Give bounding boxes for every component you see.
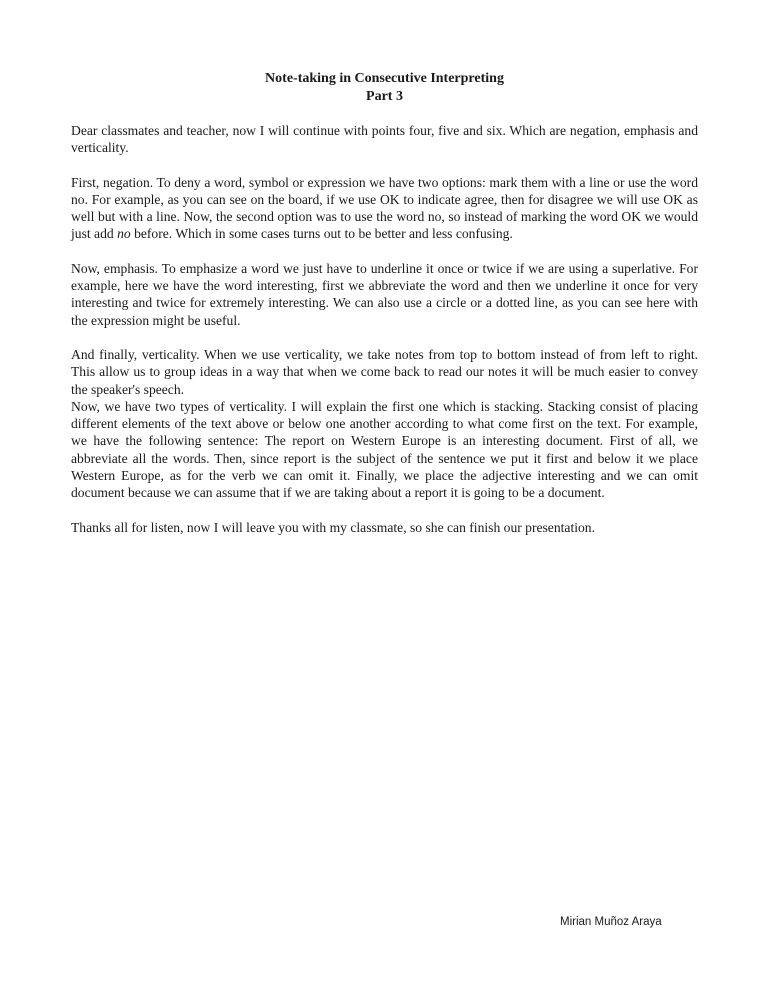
spacer bbox=[71, 329, 698, 346]
paragraph-closing: Thanks all for listen, now I will leave you with my classmate, so she can finish our presentation. bbox=[71, 519, 595, 535]
paragraph-negation-text-1: First, negation. To deny a word, symbol or expression we have two options: mark them with a line or use the word no. For example, as you can see on the board, if we use OK to indicate agree, then for disagree we will use OK as well but with a line. Now, the second option was to use the word no, so instead of marking the word OK we would just add bbox=[71, 174, 698, 242]
spacer bbox=[71, 157, 698, 174]
paragraph-intro: Dear classmates and teacher, now I will continue with points four, five and six. Which are negation, emphasis and verticality. bbox=[71, 123, 698, 156]
spacer bbox=[71, 243, 698, 260]
paragraph-negation-italic: no bbox=[117, 226, 131, 242]
paragraph-verticality: And finally, verticality. When we use verticality, we take notes from top to bottom instead of from left to right. This allow us to group ideas in a way that when we come back to read our notes it will be much easier to convey the speaker's speech. bbox=[71, 346, 698, 397]
spacer bbox=[71, 106, 698, 122]
paragraph-stacking: Now, we have two types of verticality. I will explain the first one which is stacking. Stacking consist of placing different elements of the text above or below one another according to what come first on the text. For example, we have the following sentence: The report on Western Europe is an interesting document. First of all, we abbreviate all the words. Then, since report is the subject of the sentence we put it first and below it we place Western Europe, as for the verb we can omit it. Finally, we place the adjective interesting and we can omit document because we can assume that if we are taking about a report it is going to be a document. bbox=[71, 398, 698, 501]
paragraph-negation bbox=[71, 174, 698, 243]
paragraph-negation-text-2: before. Which in some cases turns out to be better and less confusing. bbox=[130, 226, 513, 242]
paragraph-emphasis: Now, emphasis. To emphasize a word we just have to underline it once or twice if we are using a superlative. For example, here we have the word interesting, first we abbreviate the word and then we underline it once for very interesting and twice for extremely interesting. We can also use a circle or a dotted line, as you can see here with the expression might be useful. bbox=[71, 260, 698, 328]
spacer bbox=[71, 502, 698, 519]
document-subtitle: Part 3 bbox=[366, 89, 403, 104]
document-body bbox=[71, 70, 698, 536]
author-name: Mirian Muñoz Araya bbox=[560, 916, 662, 928]
document-title: Note-taking in Consecutive Interpreting bbox=[265, 71, 504, 86]
